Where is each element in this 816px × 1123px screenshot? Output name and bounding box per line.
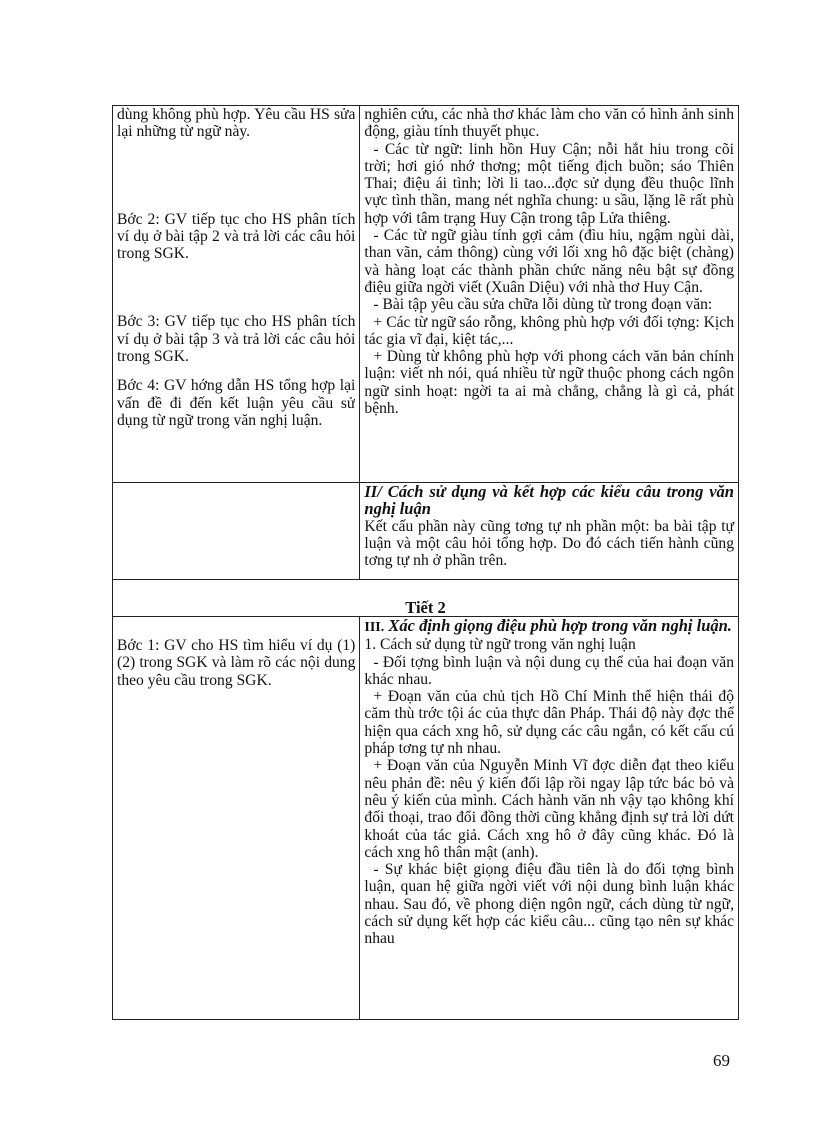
activity-step-1: Bớc 1: GV cho HS tìm hiểu ví dụ (1) (2) trong SGK và làm rõ các nội dung theo yêu cầu trong SGK. [117,637,356,689]
content-paragraph: + Các từ ngữ sáo rỗng, không phù hợp với đối tợng: Kịch tác gia vĩ đại, kiệt tác,... [364,313,734,348]
content-paragraph: nghiên cứu, các nhà thơ khác làm cho văn có hình ảnh sinh động, giàu tính thuyết phục. [364,106,734,141]
section-number: III. [364,620,385,635]
content-paragraph: 1. Cách sử dụng từ ngữ trong văn nghị luận [364,636,636,654]
content-paragraph: + Dùng từ không phù hợp với phong cách văn bản chính luận: viết nh nói, quá nhiều từ ngữ thuộc phong cách ngôn ngữ sinh hoạt: ngời ta ai mà chẳng, chẳng là gì cả, phát bệnh. [364,348,734,418]
section-title: Xác định giọng điệu phù hợp trong văn nghị luận. [388,617,732,635]
teacher-activities-cell [113,106,360,483]
content-paragraph: - Đối tợng bình luận và nội dung cụ thể của hai đoạn văn khác nhau. [364,653,734,688]
content-cell [360,483,739,580]
content-cell [360,617,739,1020]
page-number: 69 [713,1051,730,1070]
activity-step-2: Bớc 2: GV tiếp tục cho HS phân tích ví dụ ở bài tập 2 và trả lời các câu hỏi trong SGK. [117,210,356,263]
section-heading [364,617,734,636]
content-paragraph: Kết cấu phần này cũng tơng tự nh phần một: ba bài tập tự luận và một câu hỏi tổng hợp. Do đó cách tiến hành cũng tơng tự nh ở phần trên. [364,517,734,570]
table-row [113,617,739,1020]
content-paragraph: - Các từ ngữ: linh hồn Huy Cận; nỗi hắt hiu trong cõi trời; hơi gió nhớ thơng; một tiếng địch buồn; sáo Thiên Thai; điệu ái tình; lời li tao...đợc sử dụng đều thuộc lĩnh vực tình thần, mang nét nghĩa chung: u sầu, lặng lẽ rất phù hợp với tâm trạng Huy Cận trong tập Lửa thiêng. [364,140,734,227]
activity-step-3: Bớc 3: GV tiếp tục cho HS phân tích ví dụ ở bài tập 3 và trả lời các câu hỏi trong SGK. [117,313,356,366]
content-paragraph: - Bài tập yêu cầu sửa chữa lỗi dùng từ trong đoạn văn: [373,296,713,314]
content-paragraph: + Đoạn văn của Nguyễn Minh Vĩ đợc diễn đạt theo kiểu nêu phản đề: nêu ý kiến đối lập rồi ngay lập tức bác bỏ và nêu ý kiến của mình. Cách hành văn nh vậy tạo không khí đối thoại, trao đổi đồng thời cũng khẳng định sự trả lời dứt khoát của tác giả. Cách xng hô ở đây cũng khác. Đó là cách xng hô thân mật (anh). [364,757,734,861]
table-row [113,483,739,580]
content-paragraph: - Các từ ngữ giàu tính gợi cảm (đìu hiu, ngậm ngùi dài, than vãn, cảm thông) cùng với lối xng hô đặc biệt (chàng) và hàng loạt các thành phần chức năng nêu bật sự đồng điệu giữa ngời viết (Xuân Diệu) với nhà thơ Huy Cận. [364,227,734,296]
activity-text: dùng không phù hợp. Yêu cầu HS sửa lại những từ ngữ này. [117,106,356,141]
activity-step-4: Bớc 4: GV hớng dẫn HS tổng hợp lại vấn đề đi đến kết luận yêu cầu sử dụng từ ngữ trong văn nghị luận. [117,377,356,429]
lesson-table [112,105,739,1020]
table-row [113,580,739,617]
content-paragraph: - Sự khác biệt giọng điệu đầu tiên là do đối tợng bình luận, quan hệ giữa ngời viết với nội dung bình luận khác nhau. Sau đó, về phong diện ngôn ngữ, cách dùng từ ngữ, cách sử dụng kết hợp các kiểu câu... cũng tạo nên sự khác nhau [364,861,734,948]
content-paragraph: + Đoạn văn của chủ tịch Hồ Chí Minh thể hiện thái độ căm thù trớc tội ác của thực dân Pháp. Thái độ này đợc thể hiện qua cách xng hô, sử dụng các câu ngắn, có kết cấu cú pháp tơng tự nh nhau. [364,688,734,758]
content-cell [360,106,739,483]
empty-cell [113,483,360,580]
table-row [113,106,739,483]
teacher-activities-cell [113,617,360,1020]
section-heading: II/ Cách sử dụng và kết hợp các kiểu câu trong văn nghị luận [364,482,734,519]
period-title: Tiết 2 [113,580,739,617]
